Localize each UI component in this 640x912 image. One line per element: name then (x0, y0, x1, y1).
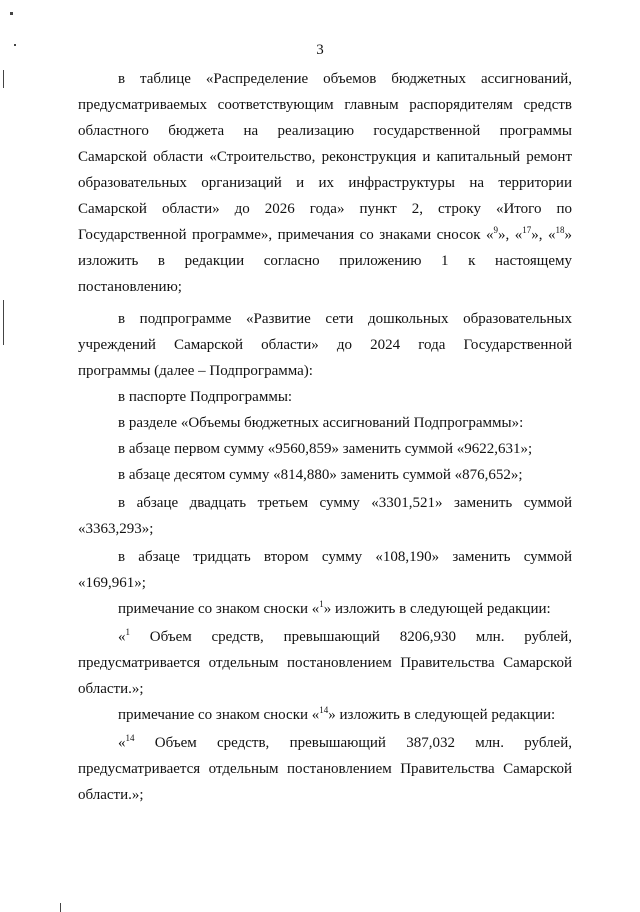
text-line: «3363,293»; (78, 521, 154, 537)
text-line: примечание со знаком сноски «$^{14}$» изложить в следующей редакции: (118, 705, 556, 723)
paragraph-note-14-intro (78, 702, 572, 728)
text-line: Самарской области «Строительство, реконструкция и капитальный ремонт (78, 149, 572, 165)
text-line-footnotes: Государственной программе», примечания со знаками сносок «$^9$», «$^{17}$», «$^{18}$» (78, 225, 573, 243)
footnote-mark: 14 (319, 705, 329, 715)
scan-artifact (3, 70, 4, 88)
text-line: «$^1$ Объем средств, превышающий 8206,930 млн. рублей, (118, 627, 572, 645)
text-line: в абзаце двадцать третьем сумму «3301,521» заменить суммой (118, 495, 572, 511)
paragraph-subprogram (78, 306, 572, 384)
text-line: в подпрограмме «Развитие сети дошкольных образовательных (118, 311, 572, 327)
text-line: «$^{14}$ Объем средств, превышающий 387,032 млн. рублей, (118, 733, 572, 751)
footnote-mark: 17 (522, 225, 532, 235)
paragraph-table-change (78, 66, 572, 300)
paragraph-note-14-text (78, 730, 572, 808)
text-line: Самарской области» до 2026 года» пункт 2, строку «Итого по (78, 201, 572, 217)
text-line: постановлению; (78, 279, 182, 295)
footnote-mark: 18 (555, 225, 565, 235)
footnote-mark: 1 (125, 627, 130, 637)
footnote-mark: 9 (493, 225, 499, 235)
text-line: области.»; (78, 681, 144, 697)
text-line: в паспорте Подпрограммы: (118, 389, 293, 405)
text-line: областного бюджета на реализацию государственной программы (78, 123, 572, 139)
paragraph-section (78, 410, 572, 436)
text-line: в абзаце десятом сумму «814,880» заменить суммой «876,652»; (118, 467, 523, 483)
paragraph-abz10 (78, 462, 572, 488)
paragraph-passport (78, 384, 572, 410)
text-line: примечание со знаком сноски «$^1$» изложить в следующей редакции: (118, 599, 551, 617)
text-line: «169,961»; (78, 575, 146, 591)
footnote-mark: 1 (319, 599, 324, 609)
text-line: образовательных организаций и их инфраструктуры на территории (78, 175, 572, 191)
paragraph-note-1-intro (78, 596, 572, 622)
scan-artifact (10, 12, 13, 15)
text-line: предусматривается отдельным постановлением Правительства Самарской (78, 655, 572, 671)
text-line: изложить в редакции согласно приложению 1 к настоящему (78, 253, 572, 269)
text-line: программы (далее – Подпрограмма): (78, 363, 313, 379)
text-line: в абзаце тридцать втором сумму «108,190» заменить суммой (118, 549, 572, 565)
scan-artifact (3, 300, 4, 345)
text-line: предусматривается отдельным постановлением Правительства Самарской (78, 761, 572, 777)
text-line: в абзаце первом сумму «9560,859» заменить суммой «9622,631»; (118, 441, 533, 457)
paragraph-abz1 (78, 436, 572, 462)
footnote-mark: 14 (125, 733, 135, 743)
text-line: области.»; (78, 787, 144, 803)
paragraph-abz32 (78, 544, 572, 596)
scan-artifact (60, 903, 61, 912)
text-line: в разделе «Объемы бюджетных ассигнований Подпрограммы»: (118, 415, 524, 431)
paragraph-abz23 (78, 490, 572, 542)
text-line: в таблице «Распределение объемов бюджетных ассигнований, (118, 71, 572, 87)
paragraph-note-1-text (78, 624, 572, 702)
text-line: предусматриваемых соответствующим главным распорядителям средств (78, 97, 572, 113)
text-line: учреждений Самарской области» до 2024 года Государственной (78, 337, 572, 353)
page-number: 3 (316, 42, 324, 58)
